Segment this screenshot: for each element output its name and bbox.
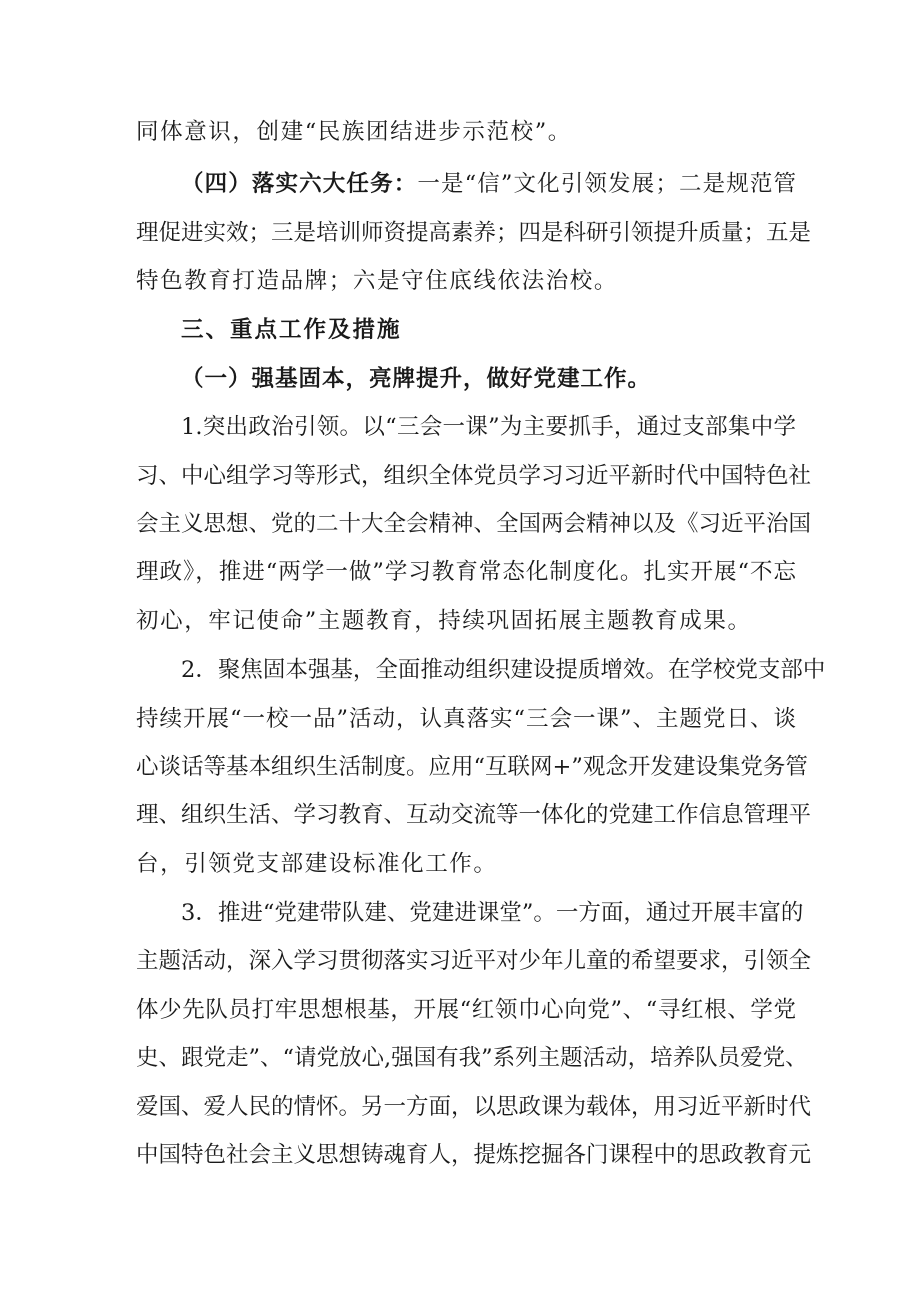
- text-segment: 一是“信”文化引领发展；二是规范管: [417, 171, 796, 197]
- text-line: 1.突出政治引领。以“三会一课”为主要抓手，通过支部集中学: [181, 414, 796, 440]
- text-line: 心谈话等基本组织生活制度。应用“互联网+”观念开发建设集党务管: [136, 754, 808, 780]
- section-heading: 三、重点工作及措施: [181, 317, 402, 343]
- text-line: 会主义思想、党的二十大全会精神、全国两会精神以及《习近平治国: [136, 511, 812, 537]
- text-line: 爱国、爱人民的情怀。另一方面，以思政课为载体，用习近平新时代: [136, 1094, 812, 1120]
- text-line: 理促进实效；三是培训师资提高素养；四是科研引领提升质量；五是: [136, 220, 812, 246]
- text-line: 理政》，推进“两学一做”学习教育常态化制度化。扎实开展“不忘: [136, 559, 796, 585]
- text-line: 3．推进“党建带队建、党建进课堂”。一方面，通过开展丰富的: [181, 900, 804, 926]
- text-line: 主题活动，深入学习贯彻落实习近平对少年儿童的希望要求，引领全: [136, 948, 812, 974]
- text-line: 习、中心组学习等形式，组织全体党员学习习近平新时代中国特色社: [136, 463, 812, 489]
- text-line: 持续开展“一校一品”活动，认真落实“三会一课”、主题党日、谈: [136, 706, 796, 732]
- text-line: 初心，牢记使命”主题教育，持续巩固拓展主题教育成果。: [136, 608, 752, 634]
- section-four-title: （四）落实六大任务：: [181, 171, 418, 197]
- sub-heading: （一）强基固本，亮牌提升，做好党建工作。: [181, 366, 652, 392]
- text-line: 中国特色社会主义思想铸魂育人，提炼挖掘各门课程中的思政教育元: [136, 1142, 812, 1168]
- text-line: 理、组织生活、学习教育、互动交流等一体化的党建工作信息管理平: [136, 802, 812, 828]
- text-line: 特色教育打造品牌；六是守住底线依法治校。: [136, 268, 619, 294]
- text-line: 台，引领党支部建设标准化工作。: [136, 851, 498, 877]
- paragraph-four-first-line: [181, 169, 796, 199]
- text-line: 同体意识，创建“民族团结进步示范校”。: [136, 119, 572, 145]
- text-line: 2．聚焦固本强基，全面推动组织建设提质增效。在学校党支部中: [181, 657, 826, 683]
- text-line: 体少先队员打牢思想根基，开展“红领巾心向党”、“寻红根、学党: [136, 997, 796, 1023]
- text-line: 史、跟党走”、“请党放心,强国有我”系列主题活动，培养队员爱党、: [136, 1045, 808, 1071]
